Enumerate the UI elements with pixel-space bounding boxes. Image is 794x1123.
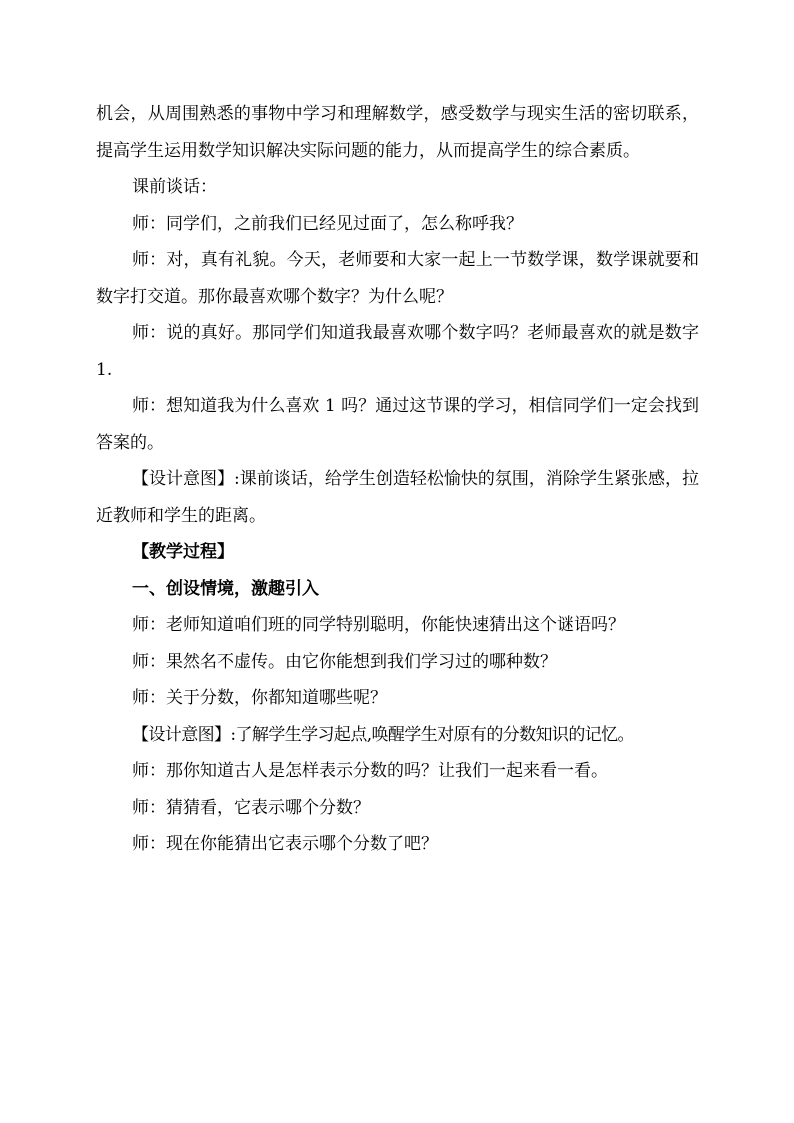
subsection-heading-introduction: 一、创设情境，激趣引入: [132, 578, 319, 599]
paragraph-teacher-line: 师：现在你能猜出它表示哪个分数了吧？: [132, 834, 438, 854]
paragraph-teacher-line: 师：关于分数，你都知道哪些呢？: [132, 688, 387, 708]
paragraph-teacher-line: 师：猜猜看，它表示哪个分数？: [132, 797, 370, 818]
paragraph-teacher-line: 师：想知道我为什么喜欢 1 吗？通过这节课的学习，相信同学们一定会找到答案的。: [96, 396, 699, 453]
paragraph-design-intent: 【设计意图】:课前谈话，给学生创造轻松愉快的氛围，消除学生紧张感，拉近教师和学生的距离。: [96, 469, 699, 526]
paragraph-teacher-line: 师：果然名不虚传。由它你能想到我们学习过的哪种数？: [132, 651, 557, 672]
paragraph-teacher-line: 师：那你知道古人是怎样表示分数的吗？让我们一起来看一看。: [132, 761, 608, 781]
paragraph-teacher-line: 师：老师知道咱们班的同学特别聪明，你能快速猜出这个谜语吗？: [132, 615, 625, 635]
paragraph-goal-continuation: 机会，从周围熟悉的事物中学习和理解数学，感受数学与现实生活的密切联系，提高学生运用数学知识解决实际问题的能力，从而提高学生的综合素质。: [96, 104, 699, 161]
paragraph-teacher-line: 师：同学们，之前我们已经见过面了，怎么称呼我？: [132, 213, 523, 234]
paragraph-teacher-line: 师：说的真好。那同学们知道我最喜欢哪个数字吗？老师最喜欢的就是数字 1.: [96, 323, 699, 380]
section-heading-teaching-process: 【教学过程】: [132, 542, 234, 562]
paragraph-design-intent: 【设计意图】:了解学生学习起点,唤醒学生对原有的分数知识的记忆。: [132, 724, 634, 745]
document-body: [96, 96, 699, 863]
paragraph-pre-class-talk-heading: 课前谈话：: [132, 177, 217, 197]
paragraph-teacher-line: 师：对，真有礼貌。今天，老师要和大家一起上一节数学课，数学课就要和数字打交道。那你最喜欢哪个数字？为什么呢？: [96, 250, 699, 307]
